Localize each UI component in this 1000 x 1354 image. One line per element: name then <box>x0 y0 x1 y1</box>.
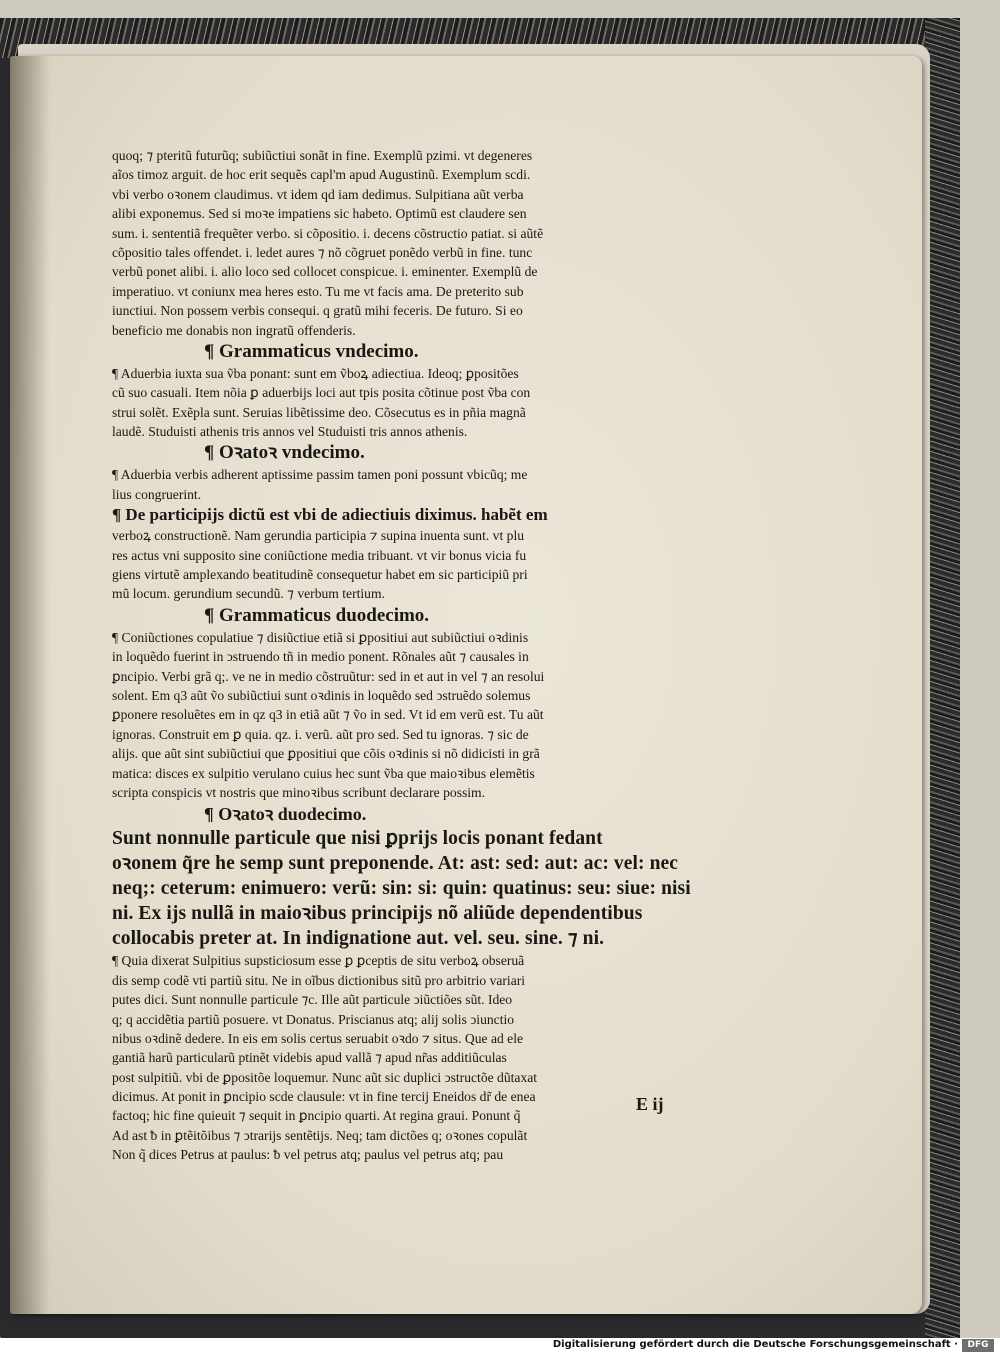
text-line: sum. i. sententiã frequẽter verbo. si cõpositio. i. decens cõstructio patiat. si aũtẽ <box>112 225 544 241</box>
page-text-block <box>112 146 724 1165</box>
text-line: scripta conspicis vt nostris que minoꝛibus scribunt declarare possim. <box>112 784 486 800</box>
heading-grammaticus-undecimo: ¶ Grammaticus vndecimo. <box>204 340 419 362</box>
heading-orator-undecimo: ¶ Oꝛatoꝛ vndecimo. <box>204 442 365 464</box>
text-line: gantiã harũ particularũ ptinẽt videbis apud vallã ⁊ apud nr̃as additiũculas <box>112 1050 507 1066</box>
text-line: cũ suo casuali. Item nõia ꝑ aduerbijs loci aut tpis posita cõtinue post ṽba con <box>112 385 531 401</box>
dfg-logo-icon: DFG <box>962 1339 994 1352</box>
paragraph-coniunctiones <box>112 628 724 803</box>
text-line: giens virtutẽ amplexando beatitudinẽ consequetur habet em sic participiũ pri <box>112 567 528 583</box>
text-line: neq;: ceterum: enimuero: verũ: sin: si: quin: quatinus: seu: siue: nisi <box>112 878 691 900</box>
text-line: strui solẽt. Exẽpla sunt. Seruias libẽtissime deo. Cõsecutus es in pñia magnã <box>112 404 526 420</box>
text-line: cõpositio tales offendet. i. ledet aures ⁊ nõ cõgruet ponẽdo verbũ in fine. tunc <box>112 244 533 260</box>
text-line: ꝑncipio. Verbi grã q;. ve ne in medio cõstruũtur: sed in et aut in vel ⁊ an resolui <box>112 668 545 684</box>
text-line: ignoras. Construit em ꝑ quia. qz. i. verũ. aũt pro sed. Sed tu ignoras. ⁊ sic de <box>112 726 529 742</box>
text-line: alijs. que aũt sint subiũctiui que ꝑpositiui que cõis oꝛdinis si nõ didicisti in grã <box>112 746 540 762</box>
text-line: oꝛonem q̃re he semp sunt preponende. At: ast: sed: aut: ac: vel: nec <box>112 853 679 875</box>
text-line: matica: disces ex sulpitio verulano cuius hec sunt ṽba que maioꝛibus elemẽtis <box>112 765 535 781</box>
text-line: ¶ Aduerbia iuxta sua ṽba ponant: sunt em ṽboꝝ adiectiua. Ideoq; ꝑpositões <box>112 365 519 381</box>
heading-grammaticus-duodecimo: ¶ Grammaticus duodecimo. <box>204 604 430 626</box>
text-line: solent. Em q3 aũt ṽo subiũctiui sunt oꝛdinis in loquẽdo sed ↄstruẽdo solemus <box>112 687 531 703</box>
text-line: ¶ Aduerbia verbis adherent aptissime passim tamen poni possunt vbicũq; me <box>112 467 528 483</box>
text-line: beneficio me donabis non ingratũ offenderis. <box>112 322 356 338</box>
text-line: ꝑponere resoluẽtes em in qz q3 in etiã aũt ⁊ ṽo in sed. Vt id em verũ est. Tu aũt <box>112 707 544 723</box>
signature-mark: E ij <box>636 1094 664 1114</box>
paragraph-de-participiis-lead: ¶ De participijs dictũ est vbi de adiectiuis diximus. habẽt em <box>112 505 548 525</box>
text-line: vbi verbo oꝛonem claudimus. vt idem qd iam dedimus. Sulpitiana aũt verba <box>112 186 524 202</box>
cover-marbled-edge-right <box>925 18 960 1338</box>
text-line: post sulpitiũ. vbi de ꝑpositõe loquemur. Nunc aũt sic duplici ↄstructõe dũtaxat <box>112 1069 538 1085</box>
text-line: collocabis preter at. In indignatione aut. vel. seu. sine. ⁊ ni. <box>112 928 605 950</box>
text-line: q; q accidẽtia partiũ posuere. vt Donatus. Priscianus atq; alij solis ↄiunctio <box>112 1011 515 1027</box>
text-line: nibus oꝛdinẽ dedere. In eis em solis certus seruabit oꝛdo ⁊ situs. Que ad ele <box>112 1030 524 1046</box>
footer-credit: Digitalisierung gefördert durch die Deutsche Forschungsgemeinschaft · <box>552 1339 958 1350</box>
paragraph-adverbia-orator <box>112 465 724 504</box>
text-line: alibi exponemus. Sed si moꝛe impatiens sic habeto. Optimũ est claudere sen <box>112 206 527 222</box>
text-line: verboꝝ constructionẽ. Nam gerundia participia ⁊ supina inuenta sunt. vt plu <box>112 528 525 544</box>
text-line: iunctiui. Non possem verbis consequi. q gratũ mihi feceris. De futuro. Si eo <box>112 303 523 319</box>
paragraph-adverbia-grammaticus <box>112 364 724 442</box>
text-line: quoq; ⁊ pteritũ futurũq; subiũctiui sonãt in fine. Exemplũ pzimi. vt degeneres <box>112 148 533 163</box>
text-line: Non q̃ dices Petrus at paulus: ᵬ vel petrus atq; paulus vel petrus atq; pau <box>112 1147 504 1163</box>
text-line: lius congruerint. <box>112 486 202 502</box>
text-line: ¶ Coniũctiones copulatiue ⁊ disiũctiue etiã si ꝑpositiui aut subiũctiui oꝛdinis <box>112 629 529 645</box>
text-line: aĩos timoz arguit. de hoc erit sequẽs capl'm apud Augustinũ. Exemplum scdi. <box>112 167 531 183</box>
text-line: laudẽ. Studuisti athenis tris annos vel Studuisti tris annos athenis. <box>112 424 468 440</box>
text-line: factoq; hic fine quieuit ⁊ sequit in ꝑncipio quarti. At regina graui. Ponunt q̃ <box>112 1108 521 1124</box>
text-line: res actus vni supposito sine coniũctione media tribuant. vt vir bonus vicia fu <box>112 547 527 563</box>
text-line: verbũ ponet alibi. i. alio loco sed collocet conspicue. i. eminenter. Exemplũ de <box>112 264 538 280</box>
page-gutter-shadow <box>10 56 50 1314</box>
text-line: dicimus. At ponit in ꝑncipio scde clausule: vt in fine tercij Eneidos dr̃ de enea <box>112 1089 536 1105</box>
paragraph-verbum-position <box>112 146 724 340</box>
text-line: putes dici. Sunt nonnulle particule ⁊c. Ille aũt particule ↄiũctiões sũt. Ideo <box>112 992 513 1008</box>
paragraph-sulpitius-large-type <box>112 826 724 951</box>
footer-bar <box>0 1338 1000 1354</box>
heading-orator-duodecimo: ¶ Oꝛatoꝛ duodecimo. <box>204 804 367 825</box>
text-line: Ad ast ᵬ in ꝑtẽitõibus ⁊ ↄtrarijs sentẽtijs. Neq; tam dictões q; oꝛones copulãt <box>112 1127 528 1143</box>
text-line: ¶ Quia dixerat Sulpitius supsticiosum esse ꝑ ꝑceptis de situ verboꝝ obseruã <box>112 953 525 969</box>
text-line: Sunt nonnulle particule que nisi ꝑprijs locis ponant fedant <box>112 828 603 850</box>
text-line: mũ locum. gerundium secundũ. ⁊ verbum tertium. <box>112 586 385 602</box>
text-line: in loquẽdo fuerint in ↄstruendo tñ in medio ponent. Rõnales aũt ⁊ causales in <box>112 649 529 665</box>
text-line: dis semp codẽ vti partiũ situ. Ne in oĩbus dictionibus sitũ pro arbitrio variari <box>112 972 526 988</box>
text-line: imperatiuo. vt coniunx mea heres esto. Tu me vt facis ama. De preterito sub <box>112 283 524 299</box>
text-line: ni. Ex ijs nullã in maioꝛibus principijs nõ aliũde dependentibus <box>112 903 643 925</box>
paragraph-commentary <box>112 951 724 1164</box>
paragraph-de-participiis <box>112 526 724 604</box>
